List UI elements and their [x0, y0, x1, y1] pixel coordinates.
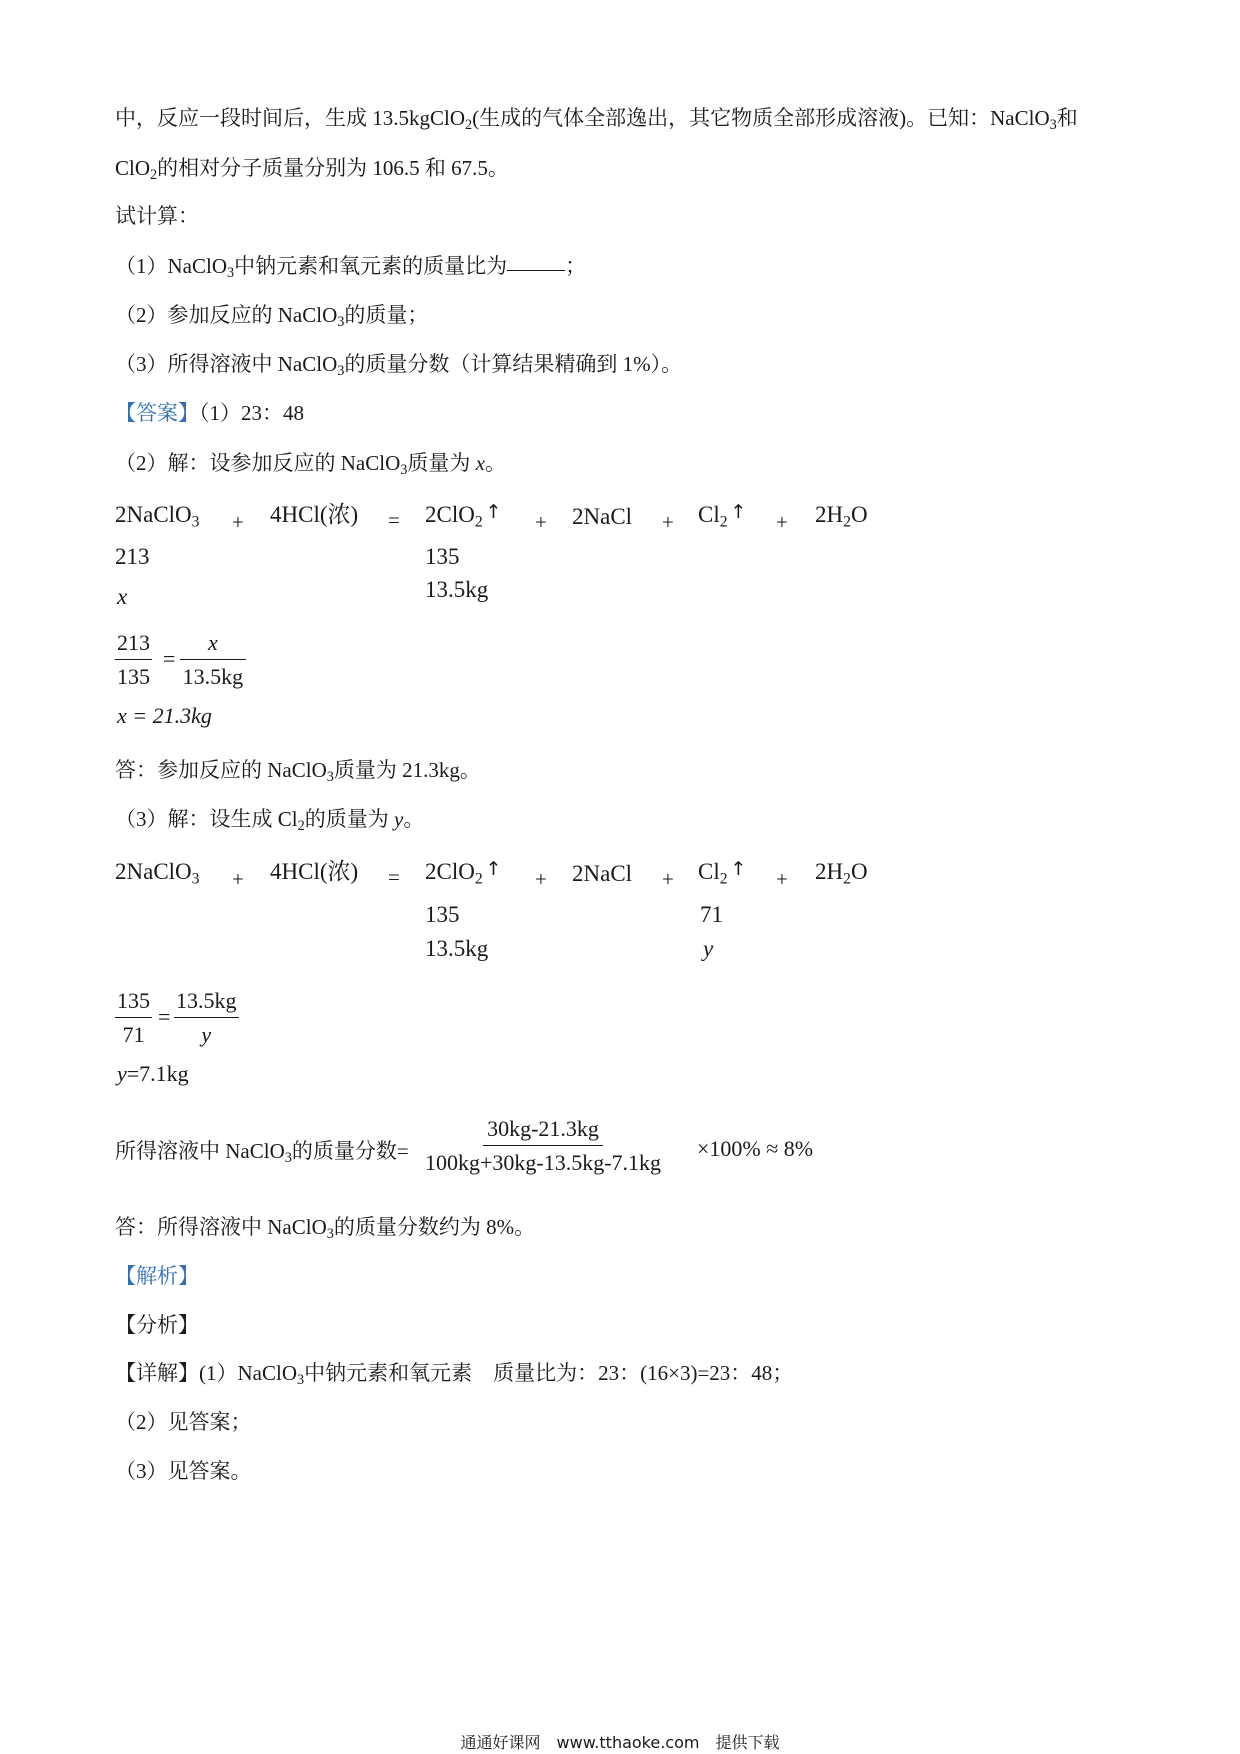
intro-text: 中，反应一段时间后，生成 13.5kgClO	[115, 106, 466, 130]
subscript: 2	[150, 166, 158, 183]
eq-term-cl2: $Cl_2$ ↑	[698, 501, 747, 531]
intro-text: 的相对分子质量分别为 106.5 和 67.5。	[157, 156, 509, 180]
answer-text: 。	[484, 451, 506, 475]
answer-blank	[507, 269, 565, 271]
fraction-x-13-5kg: $\frac{x}{13.5kg}$	[180, 632, 246, 688]
subscript: 3	[227, 264, 235, 281]
eq-plus: +	[662, 510, 674, 534]
mass-fraction: $\frac{30kg-21.3kg}{100kg+30kg-13.5kg-7.1kg}$	[425, 1116, 662, 1175]
q-text: ；	[565, 254, 587, 278]
page-footer: 通通好课网 www.tthaoke.com 提供下载	[460, 1733, 780, 1752]
eq-term-hcl: 4HCl(浓)	[270, 502, 359, 527]
eq-plus: +	[662, 867, 674, 891]
question-1	[115, 254, 587, 281]
answer-text: （1）23：48	[199, 401, 304, 425]
eq-term-clo2: 2ClO$_2$ ↑	[425, 858, 502, 888]
gas-arrow-icon: ↑	[730, 858, 747, 880]
subscript: 3	[337, 362, 345, 379]
mass-fraction-label: 所得溶液中 NaClO$_3$的质量分数=	[115, 1139, 409, 1166]
eq-plus: +	[535, 510, 547, 534]
q-text: 的质量分数（计算结果精确到 1%）。	[344, 352, 683, 376]
question-3	[115, 352, 683, 379]
eq-plus: +	[232, 867, 244, 891]
subscript: 3	[400, 461, 408, 478]
variable-x: x	[475, 451, 485, 475]
q-text: （1）NaClO	[115, 254, 227, 278]
see-answer-2: （2）见答案；	[115, 1410, 252, 1434]
intro-text: ClO	[115, 156, 151, 180]
mass-13-5kg: 13.5kg	[425, 577, 489, 602]
result-x: x = 21.3kg	[117, 703, 212, 728]
q-text: （2）参加反应的 NaClO	[115, 303, 338, 327]
gas-arrow-icon: ↑	[730, 501, 747, 523]
q-text: 的质量；	[344, 303, 429, 327]
jiexi-heading: 【解析】	[115, 1264, 199, 1288]
mass-13-5kg: 13.5kg	[425, 936, 489, 961]
eq-term-clo2: 2ClO$_2$ ↑	[425, 501, 502, 531]
proportion-equals: =	[163, 646, 176, 671]
gas-arrow-icon: ↑	[485, 501, 502, 523]
subscript: 3	[1049, 116, 1057, 133]
eq-plus: +	[535, 867, 547, 891]
part-3-setup: （3）解：设生成 $Cl_2$的质量为 y。	[115, 807, 425, 834]
eq-term-nacl: 2NaCl	[572, 861, 633, 886]
subscript: 3	[337, 313, 345, 330]
eq-term-naclo3: 2NaClO$_3$	[115, 859, 200, 888]
conclusion-2: 答：所得溶液中 NaClO$_3$的质量分数约为 8%。	[115, 1215, 536, 1242]
mass-213: 213	[115, 544, 150, 569]
eq-term-cl2: $Cl_2$ ↑	[698, 858, 747, 888]
eq-term-h2o: $2H_2O$	[815, 859, 868, 888]
fraction-213-135: $\frac{213}{135}$	[117, 630, 150, 689]
eq-plus: +	[776, 510, 788, 534]
fraction-13-5kg-y: $\frac{13.5kg}{y}$	[176, 988, 237, 1047]
intro-line-2	[115, 156, 509, 183]
eq-term-nacl: 2NaCl	[572, 504, 633, 529]
q-text: 中钠元素和氧元素的质量比为	[234, 254, 508, 278]
intro-text: 和	[1056, 106, 1078, 130]
question-2	[115, 303, 429, 330]
mass-x: x	[117, 584, 128, 609]
eq-equals: =	[388, 865, 400, 889]
intro-line-1	[115, 106, 1078, 133]
detail-tag: 【详解】	[115, 1361, 199, 1385]
variable-y: y	[393, 807, 404, 831]
eq-equals: =	[388, 508, 400, 532]
mass-y: y	[703, 936, 714, 961]
answer-line-2	[115, 451, 506, 478]
mass-135: 135	[425, 544, 460, 569]
mass-71: 71	[700, 902, 723, 927]
conclusion-1: 答：参加反应的 NaClO$_3$质量为 21.3kg。	[115, 758, 481, 785]
see-answer-3: （3）见答案。	[115, 1459, 252, 1483]
proportion-equals: =	[158, 1004, 171, 1029]
detail-line: 【详解】(1）NaClO$_3$中钠元素和氧元素 质量比为：23：(16×3)=23：48；	[115, 1361, 794, 1388]
eq-term-hcl: 4HCl(浓)	[270, 859, 359, 884]
subscript: 2	[465, 116, 473, 133]
answer-line-1	[115, 403, 304, 424]
answer-text: （2）解：设参加反应的 NaClO	[115, 451, 401, 475]
q-text: （3）所得溶液中 NaClO	[115, 352, 338, 376]
eq-plus: +	[776, 867, 788, 891]
intro-text: (生成的气体全部逸出，其它物质全部形成溶液)。已知：NaClO	[472, 106, 1050, 130]
answer-tag: 【答案】	[115, 401, 199, 425]
heading-calc: 试计算：	[115, 204, 199, 228]
mass-135: 135	[425, 902, 460, 927]
answer-text: 质量为	[407, 451, 476, 475]
fenxi-heading: 【分析】	[115, 1313, 199, 1337]
eq-term-naclo3: 2NaClO$_3$	[115, 502, 200, 531]
eq-term-h2o: $2H_2O$	[815, 502, 868, 531]
eq-plus: +	[232, 510, 244, 534]
fraction-135-71: $\frac{135}{71}$	[117, 988, 150, 1047]
result-y: y=7.1kg	[117, 1061, 189, 1086]
gas-arrow-icon: ↑	[485, 858, 502, 880]
mass-fraction-result: ×100% ≈ 8%	[697, 1136, 814, 1161]
